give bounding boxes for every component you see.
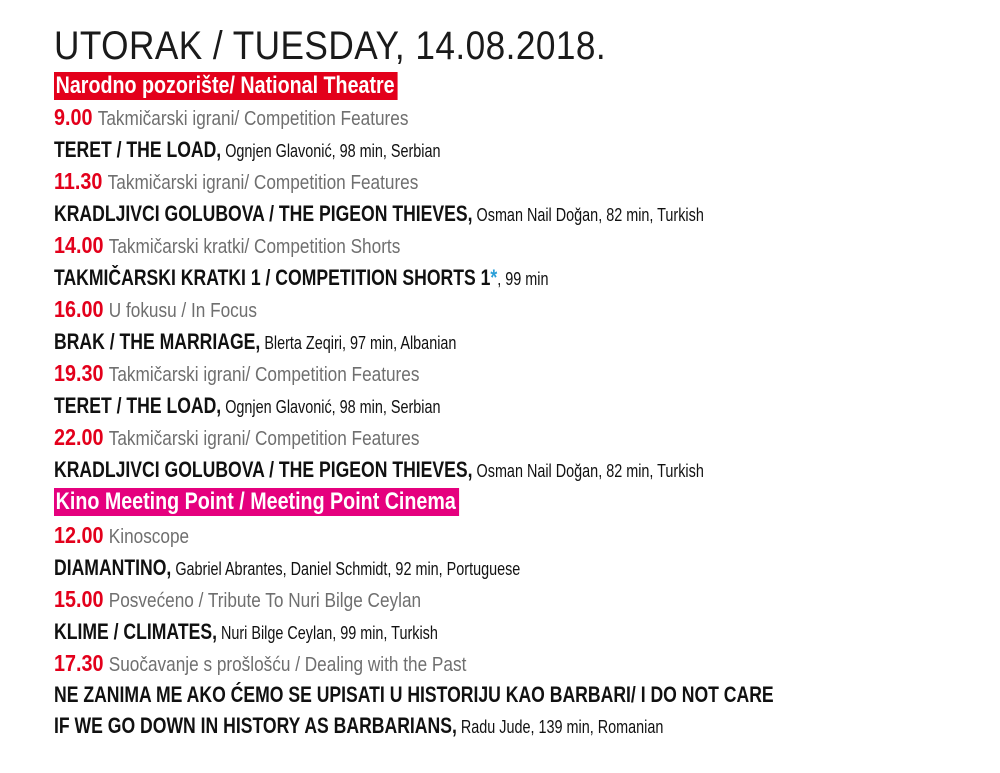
- film-meta: Osman Nail Doğan, 82 min, Turkish: [472, 461, 704, 481]
- film-title-continued: IF WE GO DOWN IN HISTORY AS BARBARIANS,: [54, 713, 457, 738]
- screening-time: 15.00: [54, 586, 104, 612]
- screening: [54, 166, 980, 230]
- screening: [54, 422, 980, 486]
- film-meta: Ognjen Glavonić, 98 min, Serbian: [221, 397, 441, 417]
- screening-time: 19.30: [54, 360, 104, 386]
- film-meta: Gabriel Abrantes, Daniel Schmidt, 92 min, Portuguese: [171, 559, 521, 579]
- screening: [54, 584, 980, 648]
- schedule-page: [54, 22, 980, 741]
- venue-block-national-theatre: [54, 72, 980, 486]
- film-meta: , 99 min: [497, 269, 549, 289]
- page-title: UTORAK / TUESDAY, 14.08.2018.: [54, 24, 607, 68]
- screening-time: 9.00: [54, 104, 93, 130]
- film-meta: Blerta Zeqiri, 97 min, Albanian: [260, 333, 457, 353]
- screening: [54, 520, 980, 584]
- film-title: TERET / THE LOAD,: [54, 393, 222, 418]
- film-meta: Radu Jude, 139 min, Romanian: [456, 717, 664, 737]
- venue-header: Narodno pozorište/ National Theatre: [54, 72, 398, 100]
- film-title: KRADLJIVCI GOLUBOVA / THE PIGEON THIEVES,: [54, 201, 473, 226]
- film-meta: Nuri Bilge Ceylan, 99 min, Turkish: [216, 623, 438, 643]
- film-title: BRAK / THE MARRIAGE,: [54, 329, 261, 354]
- film-title: TERET / THE LOAD,: [54, 137, 222, 162]
- screening-section: Takmičarski igrani/ Competition Features: [108, 364, 420, 386]
- screening-section: Takmičarski kratki/ Competition Shorts: [108, 236, 401, 258]
- film-meta: Osman Nail Doğan, 82 min, Turkish: [472, 205, 704, 225]
- asterisk-mark: *: [490, 265, 498, 290]
- screening-section: Posvećeno / Tribute To Nuri Bilge Ceylan: [108, 590, 422, 612]
- screening-section: Suočavanje s prošlošću / Dealing with the Past: [108, 654, 467, 676]
- screening-section: Kinoscope: [108, 526, 190, 548]
- screening: [54, 358, 980, 422]
- film-title: DIAMANTINO,: [54, 555, 172, 580]
- screening: [54, 230, 980, 294]
- screening: [54, 102, 980, 166]
- screening-time: 14.00: [54, 232, 104, 258]
- film-title: TAKMIČARSKI KRATKI 1 / COMPETITION SHORTS 1: [54, 265, 491, 290]
- film-title: KLIME / CLIMATES,: [54, 619, 217, 644]
- screening-section: U fokusu / In Focus: [108, 300, 257, 322]
- screening-section: Takmičarski igrani/ Competition Features: [97, 108, 409, 130]
- screening-time: 11.30: [54, 168, 103, 194]
- film-meta: Ognjen Glavonić, 98 min, Serbian: [221, 141, 441, 161]
- film-title: KRADLJIVCI GOLUBOVA / THE PIGEON THIEVES,: [54, 457, 473, 482]
- film-title: NE ZANIMA ME AKO ĆEMO SE UPISATI U HISTORIJU KAO BARBARI/ I DO NOT CARE: [54, 682, 774, 707]
- venue-block-meeting-point: [54, 488, 980, 741]
- venue-header: Kino Meeting Point / Meeting Point Cinema: [54, 488, 459, 516]
- screening-time: 16.00: [54, 296, 104, 322]
- screening-time: 17.30: [54, 650, 104, 676]
- screening-section: Takmičarski igrani/ Competition Features: [107, 172, 419, 194]
- screening-section: Takmičarski igrani/ Competition Features: [108, 428, 420, 450]
- screening: [54, 648, 980, 741]
- screening-time: 22.00: [54, 424, 104, 450]
- screening-time: 12.00: [54, 522, 104, 548]
- screening: [54, 294, 980, 358]
